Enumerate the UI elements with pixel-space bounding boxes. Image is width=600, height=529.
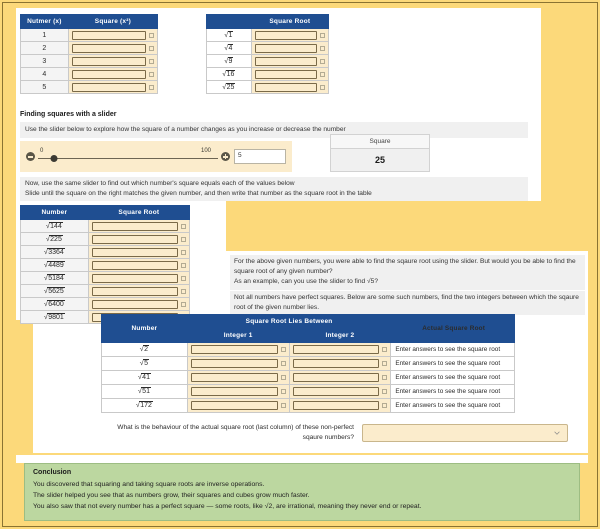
checkbox-icon[interactable] [181, 250, 186, 255]
perfect-squares-answer-input[interactable] [92, 300, 178, 309]
checkbox-icon[interactable] [281, 403, 286, 408]
table-row [102, 357, 515, 371]
radicand: 9 [228, 57, 233, 65]
squares-row-number: 3 [21, 55, 69, 68]
perfect-squares-radical [21, 272, 89, 285]
radicand: 6400 [48, 300, 64, 308]
perfect-squares-answer-cell[interactable] [88, 259, 189, 272]
perfect-squares-answer-input[interactable] [92, 222, 178, 231]
prose-para1-line2: As an example, can you use the slider to find √5? [234, 278, 379, 286]
between-radical [102, 343, 188, 357]
between-integer1-input[interactable] [191, 359, 278, 368]
between-integer2-input[interactable] [293, 345, 380, 354]
perfect-squares-answer-cell[interactable] [88, 285, 189, 298]
roots-table-header-row [207, 15, 329, 29]
perfect-squares-header-row [21, 206, 190, 220]
squares-answer-input[interactable] [72, 31, 146, 40]
checkbox-icon[interactable] [149, 46, 154, 51]
plus-circle-icon[interactable] [221, 152, 230, 161]
perfect-squares-radical [21, 246, 89, 259]
between-header-actual: Actual Square Root [391, 315, 515, 343]
checkbox-icon[interactable] [382, 389, 387, 394]
slider-track[interactable] [38, 158, 218, 160]
behaviour-question-label: What is the behaviour of the actual square root (last column) of these non-perfect sqaure numbers? [117, 424, 354, 441]
followup-instructions [20, 177, 528, 201]
radical-sign: √ [137, 388, 142, 395]
roots-answer-input[interactable] [255, 83, 317, 92]
radical-sign: √ [43, 300, 48, 308]
radical-sign: √ [139, 360, 144, 367]
squares-table [20, 14, 158, 94]
squares-row-answer-cell[interactable] [68, 42, 157, 55]
between-integer2-input[interactable] [293, 387, 380, 396]
checkbox-icon[interactable] [382, 347, 387, 352]
slider-instruction: Use the slider below to explore how the square of a number changes as you increase or decrease the number [20, 122, 528, 138]
radical-sign: √ [139, 346, 144, 353]
between-integer2-input[interactable] [293, 359, 380, 368]
roots-header-square-root: Square Root [251, 15, 328, 29]
squares-header-number: Nutmer (x) [21, 15, 69, 29]
table-row [21, 220, 190, 233]
roots-row-answer-cell[interactable] [251, 29, 328, 42]
radical-sign: √ [222, 70, 227, 78]
between-integer2-input[interactable] [293, 373, 380, 382]
checkbox-icon[interactable] [149, 59, 154, 64]
conclusion-line-1: You discovered that squaring and taking square roots are inverse operations. [33, 481, 265, 488]
checkbox-icon[interactable] [181, 263, 186, 268]
between-integer2-cell[interactable] [289, 343, 391, 357]
roots-row-answer-cell[interactable] [251, 81, 328, 94]
checkbox-icon[interactable] [281, 389, 286, 394]
checkbox-icon[interactable] [281, 347, 286, 352]
perfect-squares-answer-cell[interactable] [88, 298, 189, 311]
checkbox-icon[interactable] [181, 289, 186, 294]
radicand: 5184 [48, 274, 64, 282]
radicand: 25 [226, 83, 235, 91]
radical-sign: √ [135, 402, 140, 409]
squares-row-number: 5 [21, 81, 69, 94]
between-radical [102, 385, 188, 399]
table-row [21, 272, 190, 285]
between-integer2-cell[interactable] [289, 385, 391, 399]
perfect-squares-radical [21, 285, 89, 298]
square-readout [330, 134, 430, 172]
slider-handle[interactable] [51, 155, 58, 162]
slider-section-heading: Finding squares with a slider [20, 111, 117, 118]
radicand: 9801 [48, 313, 64, 321]
perfect-squares-body [21, 220, 190, 324]
checkbox-icon[interactable] [281, 361, 286, 366]
checkbox-icon[interactable] [320, 59, 325, 64]
between-actual-value: Enter answers to see the square root [391, 385, 515, 399]
table-row [207, 29, 329, 42]
squares-row-answer-cell[interactable] [68, 68, 157, 81]
radicand: 172 [140, 402, 152, 409]
between-integer2-cell[interactable] [289, 371, 391, 385]
between-header-integer1: Integer 1 [187, 329, 289, 343]
perfect-squares-radical [21, 311, 89, 324]
radical-sign: √ [43, 274, 48, 282]
between-integer1-cell[interactable] [187, 357, 289, 371]
radical-sign: √ [43, 248, 48, 256]
table-row [207, 81, 329, 94]
roots-row-answer-cell[interactable] [251, 68, 328, 81]
between-integer1-cell[interactable] [187, 343, 289, 357]
radical-sign: √ [43, 313, 48, 321]
perfect-squares-radical [21, 298, 89, 311]
perfect-squares-answer-input[interactable] [92, 274, 178, 283]
table-row [21, 81, 158, 94]
between-integer1-input[interactable] [191, 345, 278, 354]
perfect-squares-table [20, 205, 190, 324]
between-actual-value: Enter answers to see the square root [391, 357, 515, 371]
squares-row-number: 1 [21, 29, 69, 42]
table-row [21, 68, 158, 81]
between-integer1-cell[interactable] [187, 385, 289, 399]
checkbox-icon[interactable] [320, 46, 325, 51]
radicand: 1 [228, 31, 233, 39]
conclusion-top-strip [16, 455, 588, 463]
worksheet-frame [2, 2, 598, 527]
squares-row-number: 2 [21, 42, 69, 55]
radicand: 144 [50, 222, 62, 230]
square-readout-label: Square [331, 135, 429, 149]
followup-line-1: Now, use the same slider to find out which number's square equals each of the values below [25, 180, 295, 187]
radical-sign: √ [45, 222, 50, 230]
perfect-squares-answer-input[interactable] [92, 287, 178, 296]
table-row [21, 55, 158, 68]
roots-row-radical [207, 29, 252, 42]
table-row [102, 399, 515, 413]
roots-answer-input[interactable] [255, 57, 317, 66]
roots-answer-input[interactable] [255, 31, 317, 40]
between-radical [102, 399, 188, 413]
checkbox-icon[interactable] [320, 33, 325, 38]
table-row [21, 298, 190, 311]
between-table [101, 314, 515, 413]
prose-para1-line1: For the above given numbers, you were able to find the sqaure root using the slider. But would you be able to find the square root of any given number? [234, 258, 576, 276]
conclusion-line-3: You also saw that not every number has a perfect square — some roots, like √2, are irrational, meaning they never end or repeat. [33, 503, 422, 510]
radicand: 41 [142, 374, 150, 381]
perfect-squares-header-number: Number [21, 206, 89, 220]
squares-answer-input[interactable] [72, 83, 146, 92]
table-row [102, 385, 515, 399]
table-row [21, 29, 158, 42]
radicand: 5 [144, 360, 149, 367]
table-row [21, 246, 190, 259]
squares-answer-input[interactable] [72, 57, 146, 66]
radical-sign: √ [43, 261, 48, 269]
between-actual-value: Enter answers to see the square root [391, 343, 515, 357]
radicand: 5625 [48, 287, 64, 295]
between-header-integer2: Integer 2 [289, 329, 391, 343]
checkbox-icon[interactable] [382, 403, 387, 408]
radicand: 225 [50, 235, 62, 243]
between-radical [102, 371, 188, 385]
perfect-squares-answer-cell[interactable] [88, 220, 189, 233]
between-integer2-input[interactable] [293, 401, 380, 410]
roots-row-radical [207, 55, 252, 68]
lower-panel-left-mask [16, 320, 33, 453]
checkbox-icon[interactable] [181, 302, 186, 307]
between-actual-value: Enter answers to see the square root [391, 399, 515, 413]
table-row [21, 233, 190, 246]
between-integer2-cell[interactable] [289, 357, 391, 371]
table-row [207, 68, 329, 81]
table-row [102, 343, 515, 357]
roots-header-blank [207, 15, 252, 29]
squares-row-answer-cell[interactable] [68, 29, 157, 42]
perfect-squares-answer-input[interactable] [92, 248, 178, 257]
squares-answer-input[interactable] [72, 70, 146, 79]
table-row [21, 285, 190, 298]
roots-table [206, 14, 329, 94]
slider-track-area[interactable] [38, 149, 218, 165]
perfect-squares-radical [21, 233, 89, 246]
perfect-squares-answer-cell[interactable] [88, 272, 189, 285]
checkbox-icon[interactable] [382, 375, 387, 380]
conclusion-box [24, 463, 580, 521]
followup-line-2: Slide until the square on the right matches the given number, and then write that number as the square root in the table [25, 190, 372, 198]
perfect-squares-answer-input[interactable] [92, 235, 178, 244]
between-integer1-input[interactable] [191, 387, 278, 396]
checkbox-icon[interactable] [181, 276, 186, 281]
roots-row-answer-cell[interactable] [251, 42, 328, 55]
perfect-squares-answer-input[interactable] [92, 261, 178, 270]
between-integer1-input[interactable] [191, 373, 278, 382]
perfect-squares-header-root: Square Root [88, 206, 189, 220]
perfect-squares-radical [21, 259, 89, 272]
squares-table-header-row [21, 15, 158, 29]
squares-row-number: 4 [21, 68, 69, 81]
between-header-row-1 [102, 315, 515, 329]
prose-paragraph-1 [230, 255, 585, 290]
squares-row-answer-cell[interactable] [68, 55, 157, 68]
radical-sign: √ [224, 44, 229, 52]
table-row [21, 259, 190, 272]
radical-sign: √ [222, 83, 227, 91]
roots-row-radical [207, 68, 252, 81]
checkbox-icon[interactable] [320, 72, 325, 77]
checkbox-icon[interactable] [149, 85, 154, 90]
prose-paragraph-2: Not all numbers have perfect squares. Below are some such numbers, find the two integers between which the sqaure root of the given number lies. [230, 291, 585, 315]
radicand: 4489 [48, 261, 64, 269]
roots-table-body [207, 29, 329, 94]
between-table-body [102, 343, 515, 413]
table-row [21, 42, 158, 55]
slider-min-label: 0 [40, 147, 44, 154]
radical-sign: √ [43, 287, 48, 295]
table-row [207, 42, 329, 55]
behaviour-question-row [98, 423, 568, 443]
slider-value-input[interactable]: 5 [234, 149, 286, 164]
checkbox-icon[interactable] [181, 237, 186, 242]
between-header-group: Square Root Lies Between [187, 315, 391, 329]
between-integer1-cell[interactable] [187, 371, 289, 385]
slider-control[interactable] [20, 141, 292, 172]
radical-sign: √ [45, 235, 50, 243]
slider-max-label: 100 [200, 147, 211, 154]
radical-sign: √ [137, 374, 142, 381]
checkbox-icon[interactable] [281, 375, 286, 380]
radical-sign: √ [224, 57, 229, 65]
perfect-squares-answer-cell[interactable] [88, 233, 189, 246]
squares-header-square: Square (x²) [68, 15, 157, 29]
checkbox-icon[interactable] [149, 33, 154, 38]
squares-table-body [21, 29, 158, 94]
roots-row-answer-cell[interactable] [251, 55, 328, 68]
checkbox-icon[interactable] [149, 72, 154, 77]
conclusion-line-2: The slider helped you see that as numbers grow, their squares and cubes grow much faster. [33, 492, 310, 499]
between-header-number: Number [102, 315, 188, 343]
between-integer1-cell[interactable] [187, 399, 289, 413]
roots-answer-input[interactable] [255, 70, 317, 79]
table-row [207, 55, 329, 68]
radicand: 16 [226, 70, 235, 78]
radicand: 3364 [48, 248, 64, 256]
radicand: 51 [142, 388, 150, 395]
checkbox-icon[interactable] [181, 224, 186, 229]
minus-circle-icon[interactable] [26, 152, 35, 161]
squares-answer-input[interactable] [72, 44, 146, 53]
roots-row-radical [207, 81, 252, 94]
radicand: 4 [228, 44, 233, 52]
square-readout-value: 25 [374, 155, 385, 165]
between-integer1-input[interactable] [191, 401, 278, 410]
conclusion-title: Conclusion [33, 469, 72, 476]
between-actual-value: Enter answers to see the square root [391, 371, 515, 385]
radicand: 2 [144, 346, 149, 353]
roots-row-radical [207, 42, 252, 55]
checkbox-icon[interactable] [320, 85, 325, 90]
behaviour-answer-select[interactable] [362, 424, 568, 442]
perfect-squares-radical [21, 220, 89, 233]
checkbox-icon[interactable] [382, 361, 387, 366]
chevron-down-icon[interactable] [554, 430, 560, 436]
perfect-squares-answer-cell[interactable] [88, 246, 189, 259]
table-row [102, 371, 515, 385]
roots-answer-input[interactable] [255, 44, 317, 53]
squares-row-answer-cell[interactable] [68, 81, 157, 94]
radical-sign: √ [224, 31, 229, 39]
between-radical [102, 357, 188, 371]
between-integer2-cell[interactable] [289, 399, 391, 413]
